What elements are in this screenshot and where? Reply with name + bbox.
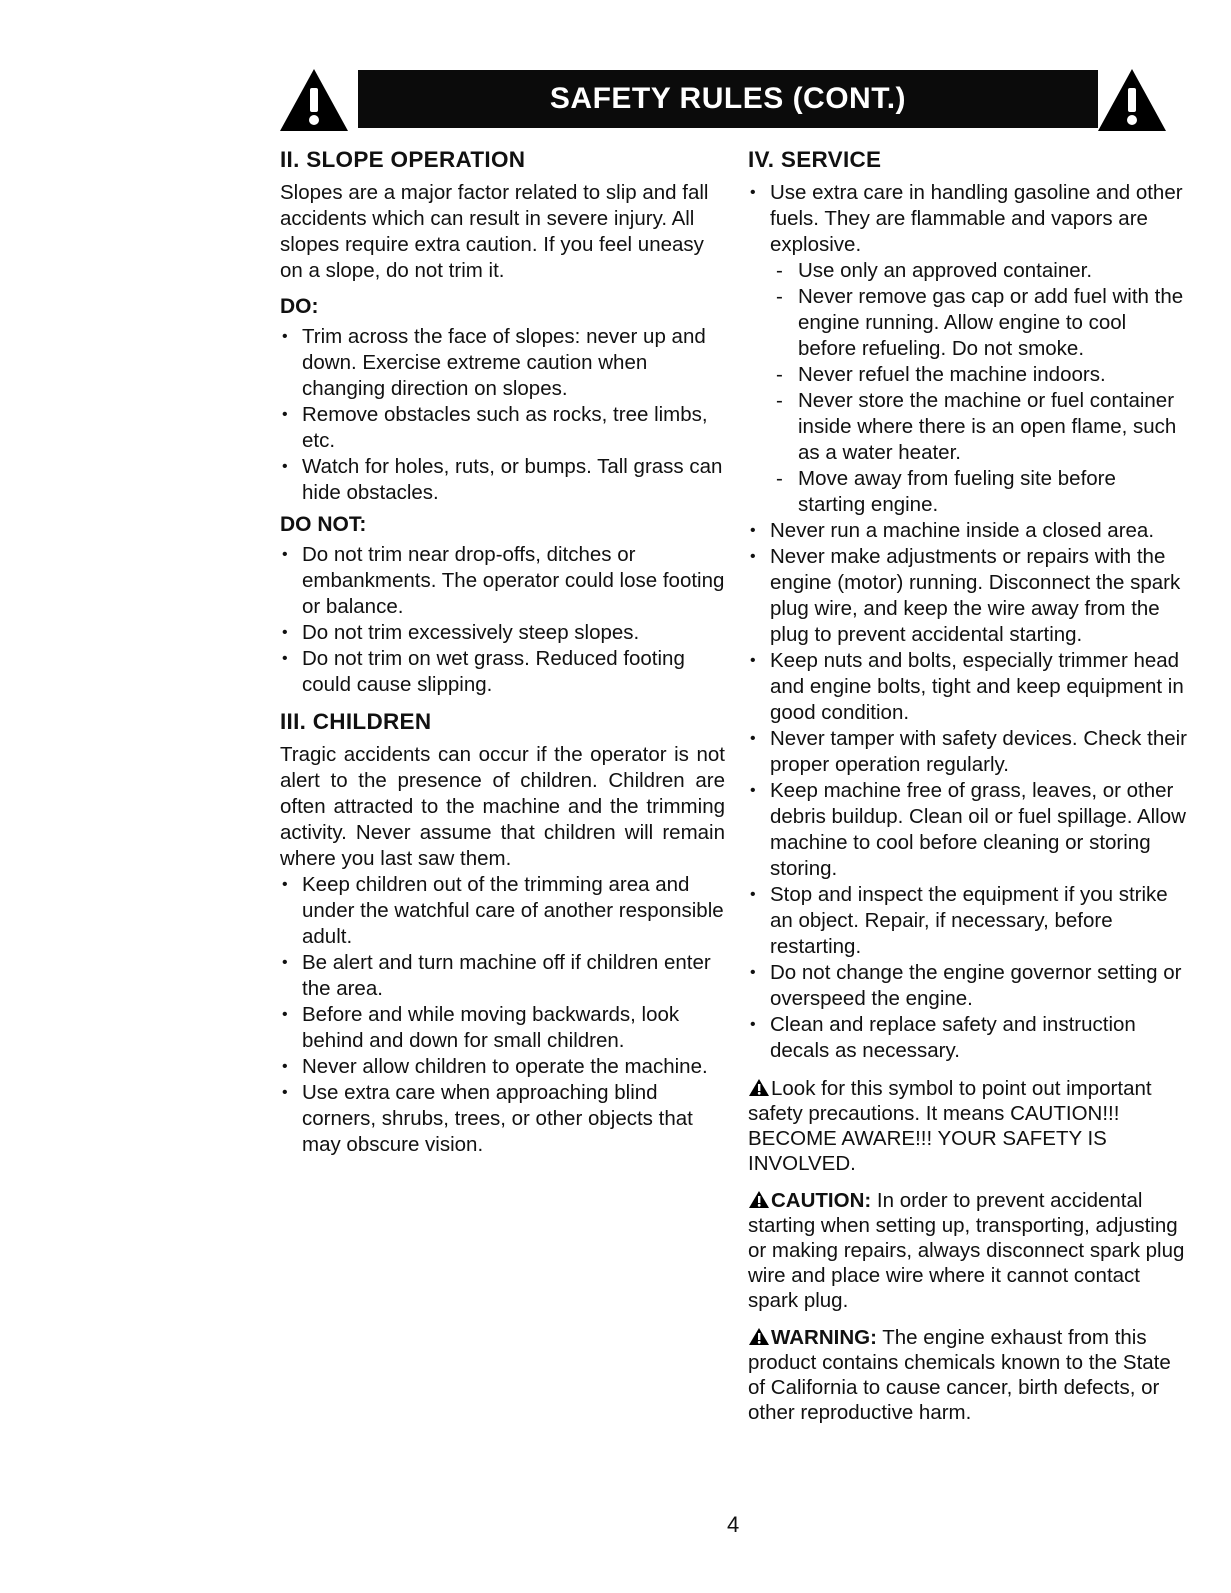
children-list [280, 872, 725, 1158]
warning-label: WARNING: [771, 1326, 877, 1349]
do-list [280, 324, 725, 506]
children-intro: Tragic accidents can occur if the operator is not alert to the presence of children. Children are often attracted to the machine and the trimming activity. Never assume that children will remain where you last saw them. [280, 743, 725, 870]
list-item: • Do not trim excessively steep slopes. [280, 620, 725, 646]
right-column [748, 146, 1188, 1425]
list-item: • Never make adjustments or repairs with the engine (motor) running. Disconnect the spark plug wire, and keep the wire away from the plug to prevent accidental starting. [748, 544, 1188, 648]
caution-text: In order to prevent accidental starting when setting up, transporting, adjusting or making repairs, always disconnect spark plug wire and place wire where it cannot contact spark plug. [748, 1189, 1185, 1312]
slope-intro: Slopes are a major factor related to slip and fall accidents which can result in severe injury. All slopes require extra caution. If you feel uneasy on a slope, do not trim it. [280, 181, 709, 282]
do-not-list [280, 542, 725, 698]
warning-triangle-icon [748, 1327, 770, 1346]
slope-operation-heading: II. SLOPE OPERATION [280, 147, 526, 172]
list-item: • Watch for holes, ruts, or bumps. Tall grass can hide obstacles. [280, 454, 725, 506]
list-item: • Remove obstacles such as rocks, tree limbs, etc. [280, 402, 725, 454]
list-item: • Never run a machine inside a closed area. [748, 518, 1188, 544]
sublist-item: - Use only an approved container. [770, 258, 1188, 284]
service-heading: IV. SERVICE [748, 147, 882, 172]
list-item: • Stop and inspect the equipment if you strike an object. Repair, if necessary, before restarting. [748, 882, 1188, 960]
service-list [748, 180, 1188, 1064]
list-item: • Before and while moving backwards, look behind and down for small children. [280, 1002, 725, 1054]
do-heading: DO: [280, 295, 319, 318]
page-number: 4 [727, 1512, 740, 1537]
list-item [748, 180, 1188, 518]
page-title: SAFETY RULES (CONT.) [358, 70, 1098, 128]
symbol-note [748, 1076, 1188, 1176]
sublist-item: - Never refuel the machine indoors. [770, 362, 1188, 388]
list-item: • Be alert and turn machine off if children enter the area. [280, 950, 725, 1002]
warning-triangle-icon [748, 1190, 770, 1209]
fuel-sublist [770, 258, 1188, 518]
sublist-item: - Move away from fueling site before starting engine. [770, 466, 1188, 518]
list-item: • Never allow children to operate the machine. [280, 1054, 725, 1080]
sublist-item: - Never remove gas cap or add fuel with the engine running. Allow engine to cool before refueling. Do not smoke. [770, 284, 1188, 362]
list-item: • Keep machine free of grass, leaves, or other debris buildup. Clean oil or fuel spillage. Allow machine to cool before cleaning or storing storing. [748, 778, 1188, 882]
sublist-item: - Never store the machine or fuel container inside where there is an open flame, such as a water heater. [770, 388, 1188, 466]
list-item: • Do not change the engine governor setting or overspeed the engine. [748, 960, 1188, 1012]
list-item: • Use extra care when approaching blind corners, shrubs, trees, or other objects that may obscure vision. [280, 1080, 725, 1158]
left-column [280, 146, 725, 1158]
list-item: • Never tamper with safety devices. Check their proper operation regularly. [748, 726, 1188, 778]
children-heading: III. CHILDREN [280, 709, 432, 734]
warning-triangle-icon [748, 1078, 770, 1097]
list-item: • Trim across the face of slopes: never up and down. Exercise extreme caution when changing direction on slopes. [280, 324, 725, 402]
list-item: • Do not trim near drop-offs, ditches or embankments. The operator could lose footing or balance. [280, 542, 725, 620]
list-item: • Do not trim on wet grass. Reduced footing could cause slipping. [280, 646, 725, 698]
warning-text: The engine exhaust from this product contains chemicals known to the State of California to cause cancer, birth defects, or other reproductive harm. [748, 1326, 1171, 1424]
caution-label: CAUTION: [771, 1189, 872, 1212]
warning-note [748, 1325, 1188, 1425]
symbol-note-text: Look for this symbol to point out important safety precautions. It means CAUTION!!! BECOME AWARE!!! YOUR SAFETY IS INVOLVED. [748, 1077, 1152, 1175]
warning-triangle-icon [1096, 66, 1168, 134]
list-item: • Clean and replace safety and instruction decals as necessary. [748, 1012, 1188, 1064]
warning-triangle-icon [278, 66, 350, 134]
do-not-heading: DO NOT: [280, 513, 367, 536]
list-item-text: Use extra care in handling gasoline and other fuels. They are flammable and vapors are explosive. [770, 181, 1183, 256]
list-item: • Keep children out of the trimming area and under the watchful care of another responsible adult. [280, 872, 725, 950]
section-banner [278, 62, 1168, 138]
list-item: • Keep nuts and bolts, especially trimmer head and engine bolts, tight and keep equipment in good condition. [748, 648, 1188, 726]
caution-note [748, 1188, 1188, 1313]
